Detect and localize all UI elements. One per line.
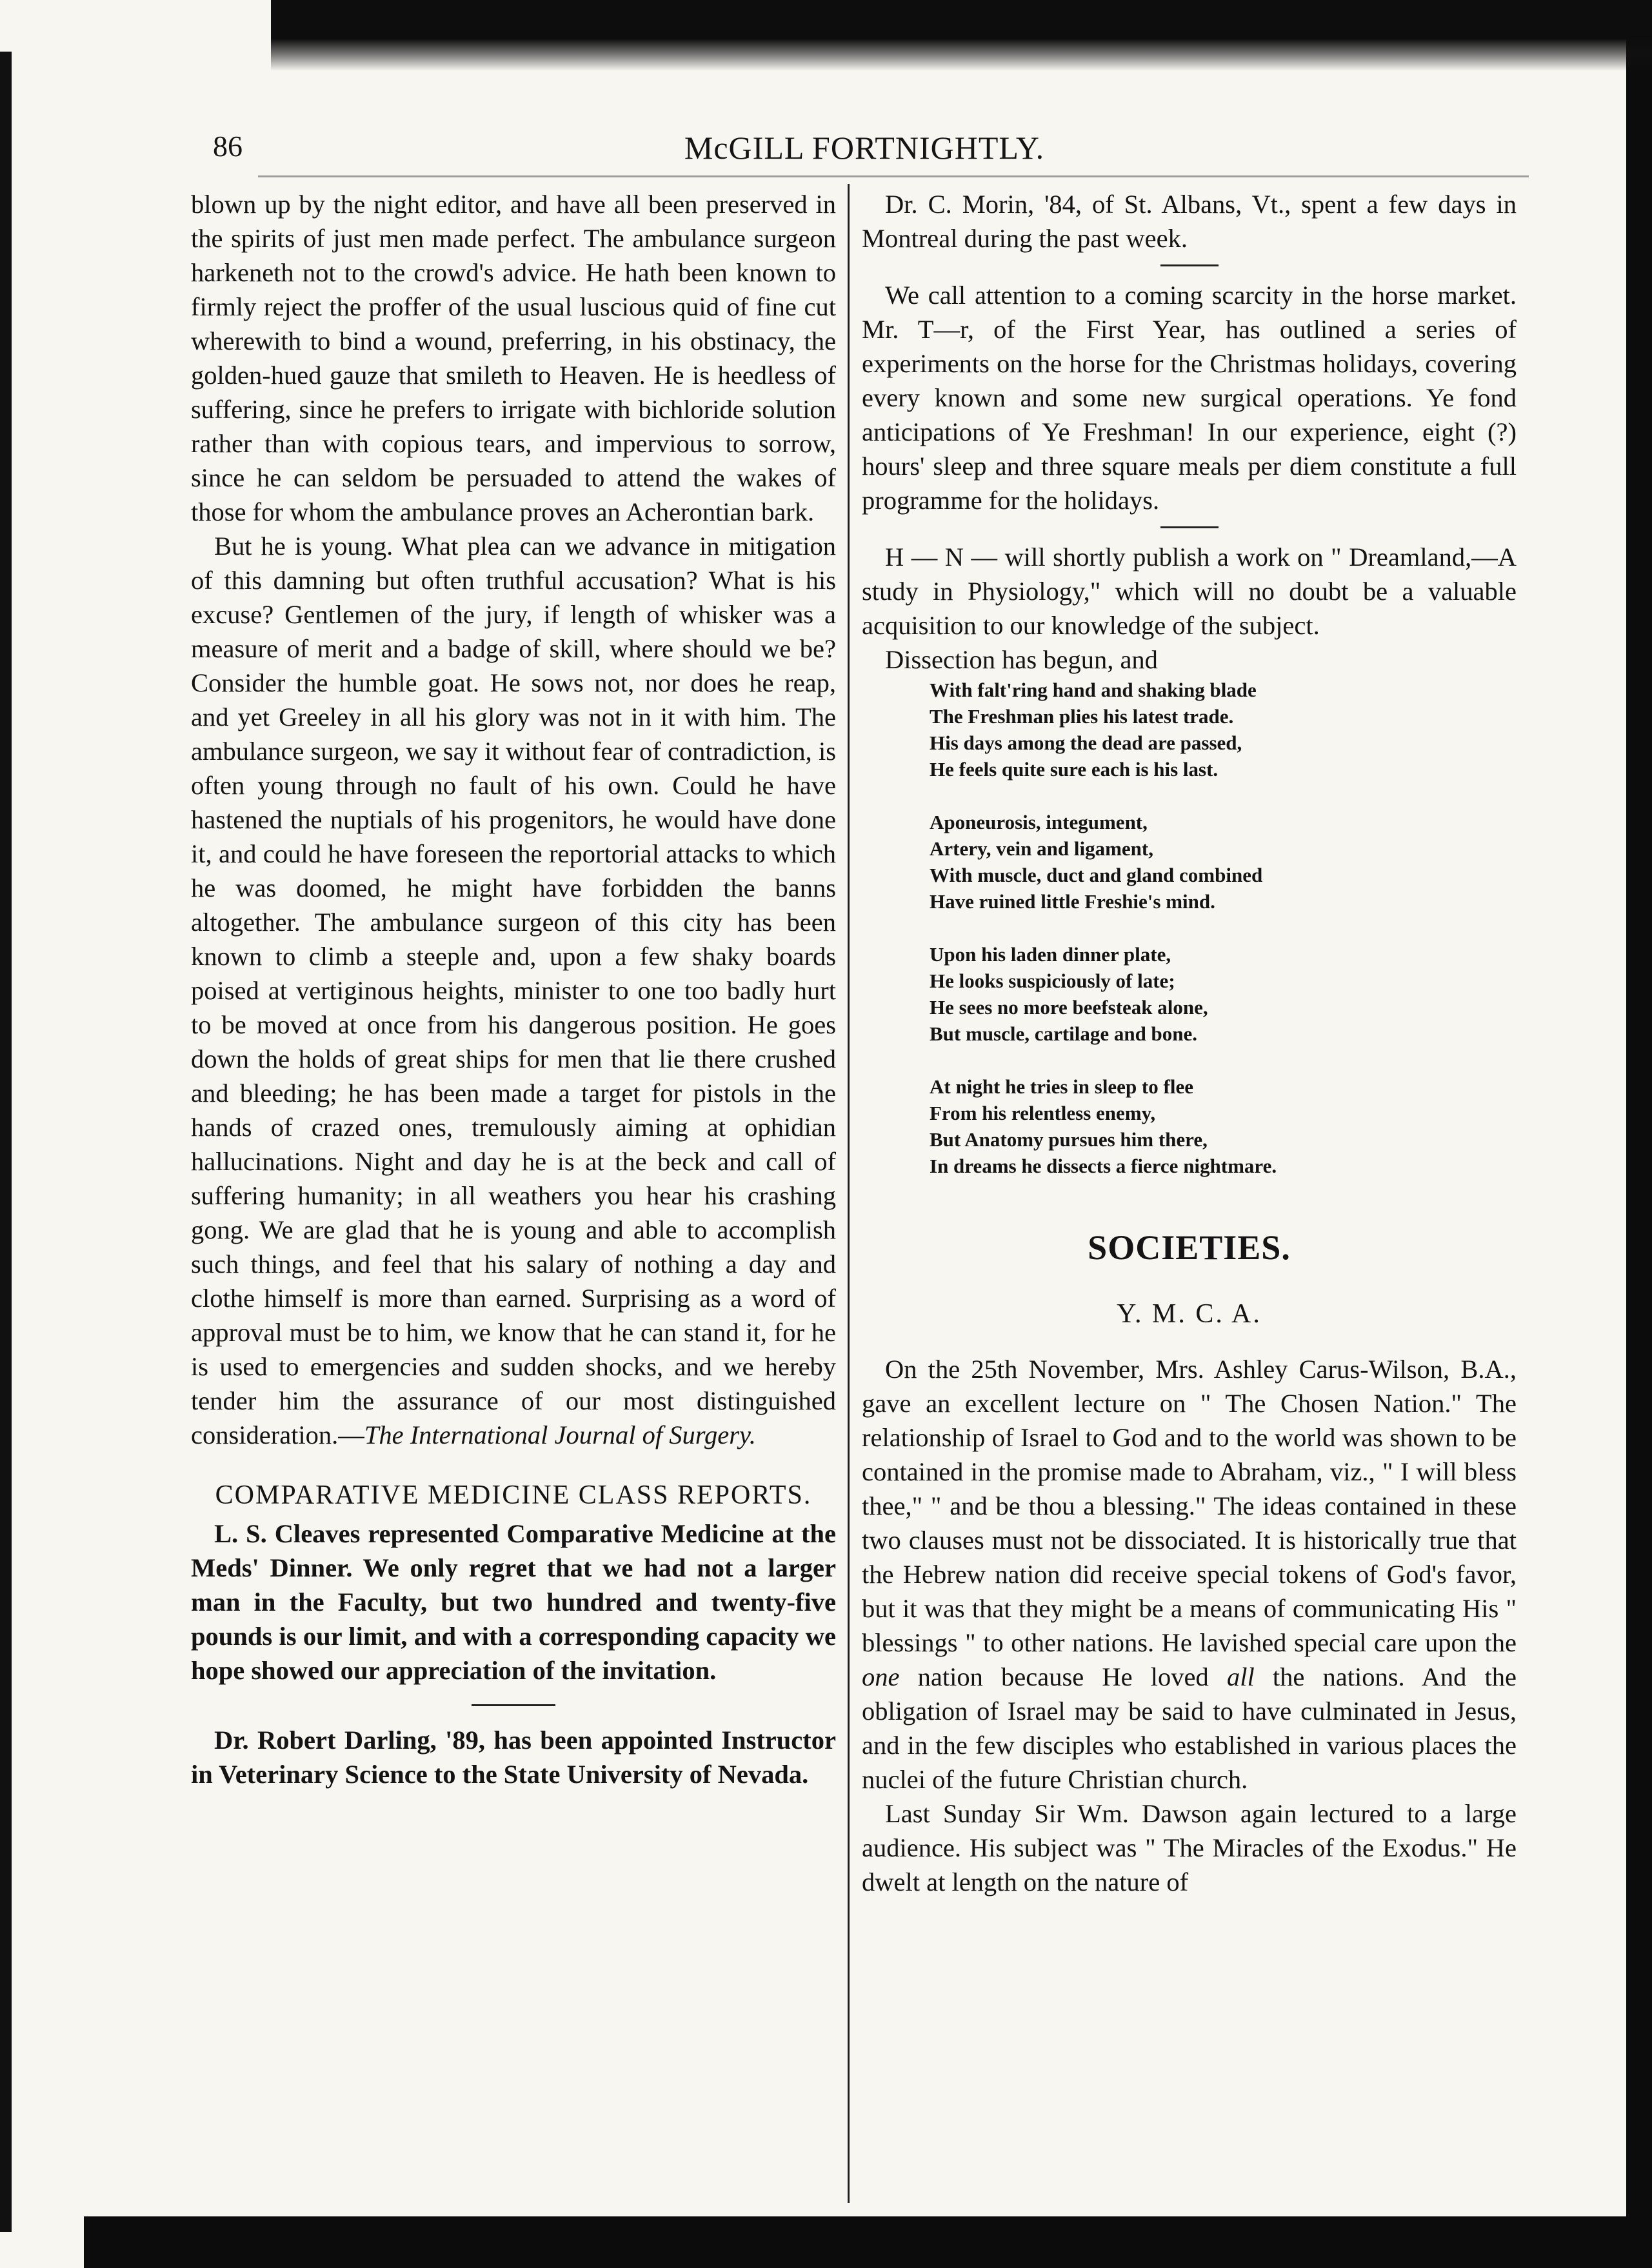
poem-line: But Anatomy pursues him there, (930, 1128, 1208, 1151)
poem-stanza-3 (930, 941, 1517, 1047)
poem-line: Aponeurosis, integument, (930, 811, 1148, 833)
section-rule (1160, 264, 1219, 266)
poem (930, 677, 1517, 1179)
poem-line: He feels quite sure each is his last. (930, 758, 1219, 781)
right-paragraph-5: On the 25th November, Mrs. Ashley Carus-Wilson, B.A., gave an excellent lecture on " The Chosen Nation." The relationship of Israel to God and to the world was shown to be contained in the promise made to Abraham, viz., " I will bless thee," " and be thou a blessing." The ideas contained in these two clauses must not be dissociated. It is historically true that the Hebrew nation did receive special tokens of God's favor, but it was that they might be a means of communicating His " blessings " to other nations. He lavished special care upon the one nation because He loved all the nations. And the obligation of Israel may be said to have culminated in Jesus, and in the few disciples who established in various places the nuclei of the future Christian church. (862, 1355, 1517, 1794)
left-paragraph-2-source: The International Journal of Surgery. (364, 1420, 756, 1449)
left-column (191, 187, 836, 1791)
page-number: 86 (213, 130, 243, 163)
scan-border-left (0, 52, 12, 2232)
right-paragraph-4: Dissection has begun, and (885, 645, 1158, 674)
scan-border-bottom (84, 2216, 1652, 2268)
column-divider (848, 184, 850, 2203)
scan-border-right (1626, 39, 1652, 2258)
left-paragraph-4: Dr. Robert Darling, '89, has been appointed Instructor in Veterinary Science to the State University of Nevada. (191, 1726, 836, 1789)
poem-line: He sees no more beefsteak alone, (930, 996, 1208, 1019)
comparative-medicine-heading: COMPARATIVE MEDICINE CLASS REPORTS. (215, 1480, 812, 1510)
header-rule (258, 175, 1529, 177)
poem-line: In dreams he dissects a fierce nightmare. (930, 1155, 1277, 1177)
poem-line: With falt'ring hand and shaking blade (930, 679, 1257, 701)
scan-border-top (271, 0, 1652, 71)
societies-heading: SOCIETIES. (1088, 1228, 1291, 1267)
ymca-heading: Y. M. C. A. (1117, 1299, 1262, 1329)
left-paragraph-2-text: But he is young. What plea can we advance in mitigation of this damning but often truthful accusation? What is his excuse? Gentlemen of the jury, if length of whisker was a measure of merit and a badge of skill, where should we be? Consider the humble goat. He sows not, nor does he reap, and yet Greeley in all his glory was not in it with him. The ambulance surgeon, we say it without fear of contradiction, is often young through no fault of his own. Could he have hastened the nuptials of his progenitors, he would have done it, and could he have foreseen the reportorial attacks to which he was doomed, he might have forbidden the banns altogether. The ambulance surgeon of this city has been known to climb a steeple and, upon a few shaky boards poised at vertiginous heights, minister to one too badly hurt to be moved at once from his dangerous position. He goes down the holds of great ships for men that lie there crushed and bleeding; he has been made a target for pistols in the hands of crazed ones, tremulously aiming at ophidian hallucinations. Night and day he is at the beck and call of suffering humanity; in all weathers you hear his crashing gong. We are glad that he is young and able to accomplish such things, and feel that his salary of nothing a day and clothe himself is more than earned. Surprising as a word of approval must be to him, we know that he can stand it, for he is used to emergencies and sudden shocks, and we hereby tender him the assurance of our most distinguished consideration.— (191, 532, 836, 1449)
right-paragraph-3: H — N — will shortly publish a work on " Dreamland,—A study in Physiology," which will no doubt be a valuable acquisition to our knowledge of the subject. (862, 542, 1517, 640)
poem-line: At night he tries in sleep to flee (930, 1075, 1193, 1098)
page-header (194, 129, 1535, 174)
left-paragraph-3: L. S. Cleaves represented Comparative Medicine at the Meds' Dinner. We only regret that we had not a larger man in the Faculty, but two hundred and twenty-five pounds is our limit, and with a corresponding capacity we hope showed our appreciation of the invitation. (191, 1519, 836, 1685)
running-title: McGILL FORTNIGHTLY. (684, 130, 1045, 166)
poem-line: His days among the dead are passed, (930, 731, 1242, 754)
right-paragraph-1: Dr. C. Morin, '84, of St. Albans, Vt., spent a few days in Montreal during the past week. (862, 190, 1517, 253)
poem-line: From his relentless enemy, (930, 1102, 1156, 1124)
poem-line: The Freshman plies his latest trade. (930, 705, 1234, 728)
poem-stanza-1 (930, 677, 1517, 782)
section-rule (1160, 526, 1219, 528)
poem-stanza-2 (930, 809, 1517, 915)
right-paragraph-2: We call attention to a coming scarcity in the horse market. Mr. T—r, of the First Year, has outlined a series of experiments on the horse for the Christmas holidays, covering every known and some new surgical operations. Ye fond anticipations of Ye Freshman! In our experience, eight (?) hours' sleep and three square meals per diem constitute a full programme for the holidays. (862, 281, 1517, 515)
poem-line: But muscle, cartilage and bone. (930, 1022, 1198, 1045)
right-column (862, 187, 1517, 1899)
poem-line: Have ruined little Freshie's mind. (930, 890, 1215, 913)
left-paragraph-1: blown up by the night editor, and have all been preserved in the spirits of just men made perfect. The ambulance surgeon harkeneth not to the crowd's advice. He hath been known to firmly reject the proffer of the usual luscious quid of fine cut wherewith to bind a wound, preferring, in his obstinacy, the golden-hued gauze that smileth to Heaven. He is heedless of suffering, since he prefers to irrigate with bichloride solution rather than with copious tears, and impervious to sorrow, since he can seldom be persuaded to attend the wakes of those for whom the ambulance proves an Acherontian bark. (191, 190, 836, 526)
left-paragraph-2 (191, 529, 836, 1452)
poem-line: Upon his laden dinner plate, (930, 943, 1171, 966)
poem-line: Artery, vein and ligament, (930, 837, 1153, 860)
poem-line: He looks suspiciously of late; (930, 970, 1175, 992)
section-rule (472, 1704, 555, 1706)
poem-stanza-4 (930, 1073, 1517, 1179)
right-paragraph-6: Last Sunday Sir Wm. Dawson again lectured to a large audience. His subject was " The Miracles of the Exodus." He dwelt at length on the nature of (862, 1799, 1517, 1896)
poem-line: With muscle, duct and gland combined (930, 864, 1263, 886)
